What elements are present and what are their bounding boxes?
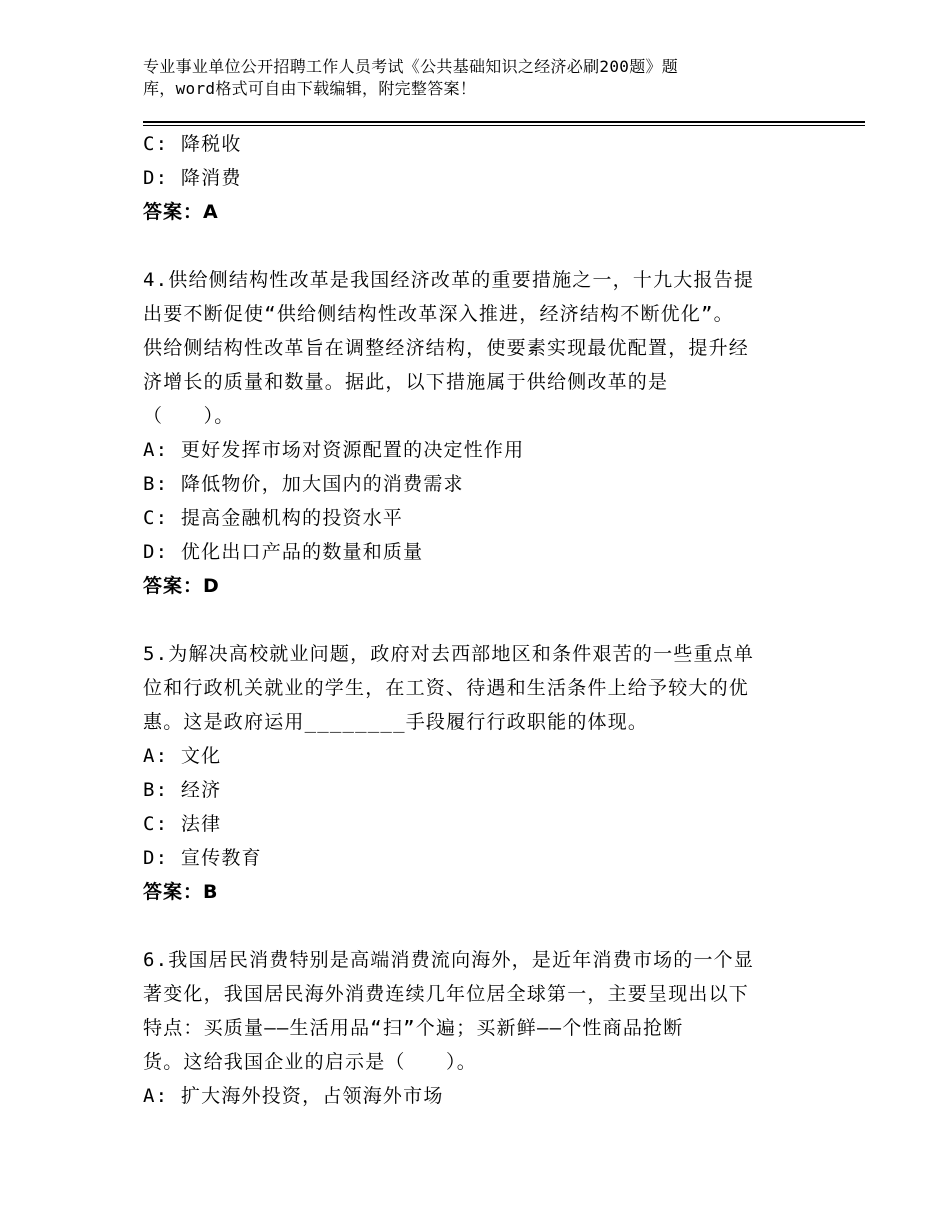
option-d: D: 宣传教育: [143, 847, 262, 869]
question-3-tail: [143, 127, 803, 229]
question-stem-line: 出要不断促使“供给侧结构性改革深入推进，经济结构不断优化”。: [143, 303, 734, 325]
question-stem-line: 惠。这是政府运用________手段履行行政职能的体现。: [143, 711, 649, 733]
spacer: [143, 603, 803, 637]
answer-label: 答案：A: [143, 201, 219, 223]
option-b: B: 经济: [143, 779, 222, 801]
question-stem-line: 著变化，我国居民海外消费连续几年位居全球第一，主要呈现出以下: [143, 983, 750, 1005]
option-a: A: 文化: [143, 745, 222, 767]
document-body: [143, 127, 803, 1113]
question-stem-line: 4.供给侧结构性改革是我国经济改革的重要措施之一，十九大报告提: [143, 269, 755, 291]
question-stem-line: 位和行政机关就业的学生，在工资、待遇和生活条件上给予较大的优: [143, 677, 750, 699]
question-6: [143, 943, 803, 1113]
option-c: C: 提高金融机构的投资水平: [143, 507, 404, 529]
question-stem-line: 货。这给我国企业的启示是（ ）。: [143, 1051, 477, 1073]
option-b: B: 降低物价，加大国内的消费需求: [143, 473, 464, 495]
option-c: C: 法律: [143, 813, 222, 835]
option-a: A: 更好发挥市场对资源配置的决定性作用: [143, 439, 525, 461]
header-divider-thin: [143, 125, 865, 126]
spacer: [143, 229, 803, 263]
header-divider: [143, 121, 865, 123]
question-stem-line: 济增长的质量和数量。据此，以下措施属于供给侧改革的是: [143, 371, 669, 393]
question-stem-line: 5.为解决高校就业问题，政府对去西部地区和条件艰苦的一些重点单: [143, 643, 755, 665]
header-line-1: 专业事业单位公开招聘工作人员考试《公共基础知识之经济必刷200题》题: [143, 57, 679, 76]
spacer: [143, 909, 803, 943]
question-stem-line: 特点：买质量——生活用品“扫”个遍；买新鲜——个性商品抢断: [143, 1017, 684, 1039]
option-a: A: 扩大海外投资，占领海外市场: [143, 1085, 444, 1107]
option-d: D: 降消费: [143, 167, 242, 189]
option-c: C: 降税收: [143, 133, 242, 155]
question-stem-line: （ ）。: [143, 405, 235, 427]
header-line-2: 库，word格式可自由下载编辑，附完整答案！: [143, 79, 477, 98]
option-d: D: 优化出口产品的数量和质量: [143, 541, 424, 563]
question-5: [143, 637, 803, 909]
question-stem-line: 供给侧结构性改革旨在调整经济结构，使要素实现最优配置，提升经: [143, 337, 750, 359]
answer-label: 答案：B: [143, 881, 219, 903]
question-stem-line: 6.我国居民消费特别是高端消费流向海外，是近年消费市场的一个显: [143, 949, 755, 971]
page-header: [143, 56, 783, 100]
question-4: [143, 263, 803, 603]
answer-label: 答案：D: [143, 575, 220, 597]
